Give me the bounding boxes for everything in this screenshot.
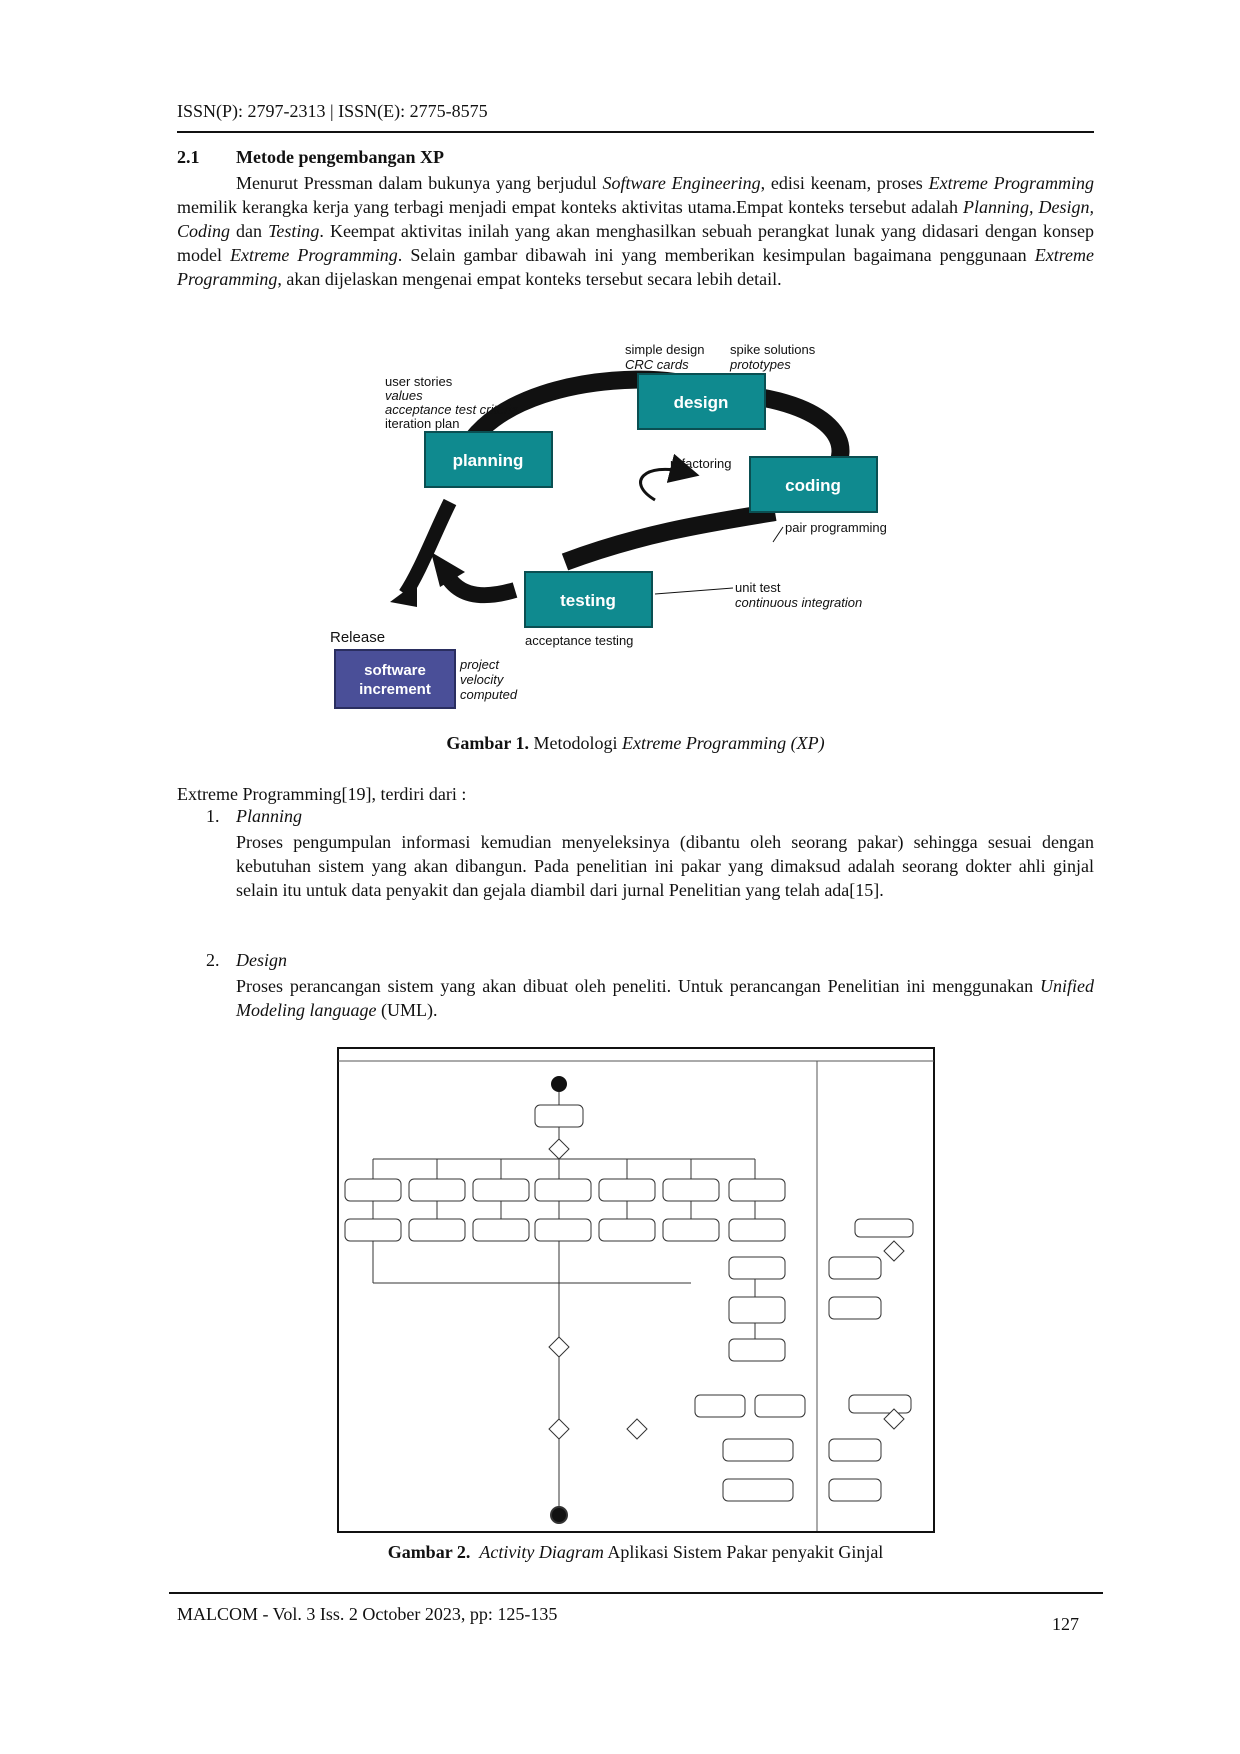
list-intro: Extreme Programming[19], terdiri dari : xyxy=(177,784,467,804)
crc-cards-note: CRC cards xyxy=(625,357,689,372)
list-item1-text: Proses pengumpulan informasi kemudian menyeleksinya (dibantu oleh seorang pakar) sehingga sesuai dengan kebutuhan sistem yang akan dibangun. Pada penelitian ini pakar yang dimaksud adalah seorang dokter ahli ginjal selain itu untuk data penyakit dan gejala diambil dari jurnal Penelitian yang telah ada[15]. xyxy=(236,832,1094,900)
user-stories-note: user stories xyxy=(385,374,453,389)
footer-rule xyxy=(169,1592,1103,1594)
acceptance-test-criteria-note: acceptance test criteria xyxy=(385,402,519,417)
list-item1-title: Planning xyxy=(236,806,302,826)
start-node xyxy=(551,1076,567,1092)
computed-note: computed xyxy=(460,687,518,702)
running-header: ISSN(P): 2797-2313 | ISSN(E): 2775-8575 xyxy=(177,101,488,121)
list-item2-number: 2. xyxy=(206,950,220,970)
figure2-caption: Gambar 2. Activity Diagram Aplikasi Sistem Pakar penyakit Ginjal xyxy=(387,1542,884,1562)
list-item2-text: Proses perancangan sistem yang akan dibuat oleh peneliti. Untuk perancangan Penelitian ini menggunakan Unified Modeling language (UML). xyxy=(236,976,1094,1020)
increment-label: increment xyxy=(359,681,431,698)
continuous-integration-note: continuous integration xyxy=(735,595,863,610)
velocity-note: velocity xyxy=(460,672,504,687)
acceptance-testing-note: acceptance testing xyxy=(525,633,634,648)
figure1-caption: Gambar 1. Metodologi Extreme Programming (XP) xyxy=(446,733,825,753)
software-increment-box xyxy=(335,650,455,708)
footer-journal: MALCOM - Vol. 3 Iss. 2 October 2023, pp: 125-135 xyxy=(177,1604,558,1624)
iteration-plan-note: iteration plan xyxy=(385,416,460,431)
release-note: Release xyxy=(330,629,386,646)
prototypes-note: prototypes xyxy=(730,357,791,372)
section-number: 2.1 xyxy=(177,147,200,167)
xp-cycle-figure xyxy=(305,332,960,722)
page-number: 127 xyxy=(1052,1614,1079,1634)
login-action xyxy=(535,1105,583,1127)
section-paragraph: Menurut Pressman dalam bukunya yang berjudul Software Engineering, edisi keenam, proses Extreme Programming memilik kerangka kerja yang terbagi menjadi empat konteks aktivitas utama.Empat konteks tersebut adalah Planning, Design, Coding dan Testing. Keempat aktivitas inilah yang akan menghasilkan sebuah perangkat lunak yang didasari dengan konsep model Extreme Programming. Selain gambar dibawah ini yang memberikan kesimpulan bagaimana penggunaan Extreme Programming, akan dijelaskan mengenai empat konteks tersebut secara lebih detail. xyxy=(177,173,1095,289)
project-note: project xyxy=(460,657,500,672)
software-label: software xyxy=(364,662,426,679)
refactoring-note: refactoring xyxy=(670,456,732,471)
design-label: design xyxy=(673,393,729,412)
header-rule xyxy=(177,131,1094,133)
simple-design-note: simple design xyxy=(625,342,705,357)
unit-test-note: unit test xyxy=(735,580,781,595)
list-item1-number: 1. xyxy=(206,806,220,826)
pair-programming-note: pair programming xyxy=(785,520,887,535)
coding-label: coding xyxy=(785,476,841,495)
testing-label: testing xyxy=(560,591,616,610)
end-node xyxy=(551,1507,567,1523)
list-item2-title: Design xyxy=(236,950,287,970)
values-note: values xyxy=(385,388,423,403)
section-title: Metode pengembangan XP xyxy=(236,147,444,167)
activity-diagram-figure xyxy=(337,1047,935,1533)
planning-label: planning xyxy=(452,451,524,470)
spike-solutions-note: spike solutions xyxy=(730,342,816,357)
